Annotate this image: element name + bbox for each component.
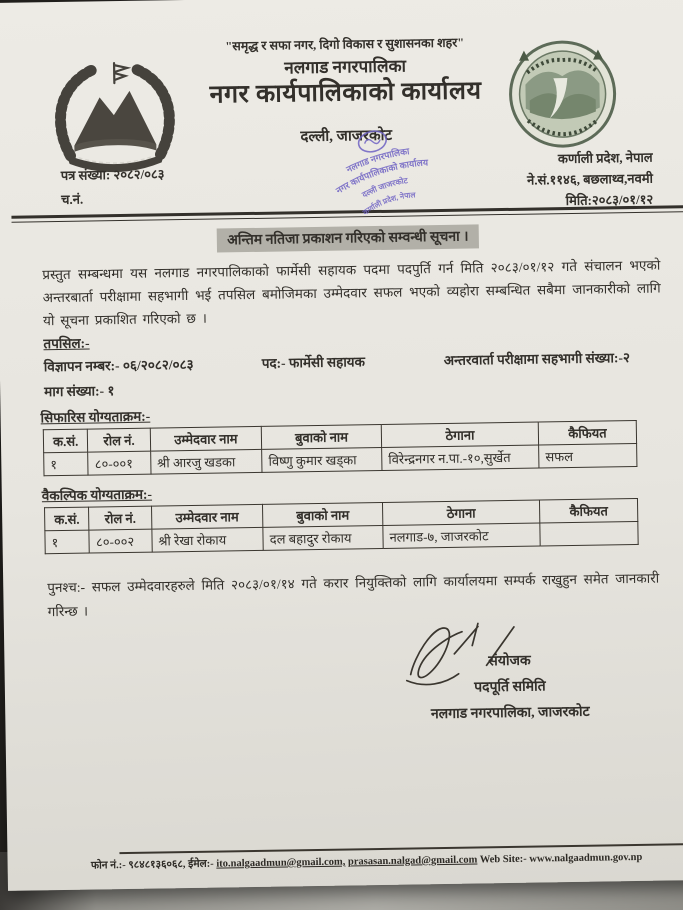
slogan-text: "समृद्ध र सफा नगर, दिगो विकास र सुशासनका शहर": [225, 35, 465, 54]
table-cell: विष्णु कुमार खड्का: [262, 447, 382, 472]
col-header: रोल नं.: [88, 428, 151, 452]
participant-count: अन्तरवार्ता परीक्षामा सहभागी संख्या:-२: [443, 349, 631, 368]
table-cell: १: [45, 530, 90, 554]
stamp-line-2: नगर कार्यपालिकाको कार्यालय: [334, 157, 429, 196]
col-header: ठेगाना: [381, 422, 538, 447]
footer-email-label: ईमेल:-: [188, 858, 214, 871]
footer-website: www.nalgaadmun.gov.np: [529, 851, 643, 865]
recommended-heading: सिफारिस योग्यताक्रम:-: [40, 408, 151, 425]
table-cell: [540, 521, 638, 546]
col-header: बुवाको नाम: [261, 424, 381, 449]
stamp-line-1: नलगाड नगरपालिका: [344, 146, 410, 175]
stamp-line-3: दल्ली जाजरकोट: [360, 176, 409, 200]
advertisement-line: [44, 347, 662, 375]
signature-area: [4, 614, 683, 760]
footer-email-secondary: prasasan.nalgad@gmail.com: [347, 854, 478, 868]
col-header: उम्मेदवार नाम: [151, 504, 263, 529]
nepal-sambat-line: ने.सं.११४६, बछलाथ्व,नवमी: [526, 170, 654, 188]
notice-body: प्रस्तुत सम्बन्धमा यस नलगाड नगरपालिकाको फार्मेसी सहायक पदमा पदपुर्ति गर्न मिति २०८३/०१/१२ गते संचालन भएको अन्तरबार्ता परीक्षामा सहभागी भई तपसिल बमोजिमका उम्मेदवार सफल भएको व्यहोरा सम्बन्धित सबैमा जानकारीको लागि यो सूचना प्रकाशित गरिएको छ ।: [42, 257, 661, 329]
table-cell: विरेन्द्रनगर न.पा.-१०,सुर्खेत: [382, 445, 539, 470]
municipality-name: नलगाड नगरपालिका: [284, 56, 407, 78]
office-name: नगर कार्यपालिकाको कार्यालय: [209, 77, 482, 109]
col-header: क.सं.: [43, 429, 88, 453]
date-line: मिति:२०८३/०१/१२: [565, 191, 654, 208]
signatory-organization: नलगाड नगरपालिका, जाजरकोट: [430, 704, 590, 723]
table-cell: सफल: [539, 443, 637, 468]
alternative-heading: वैकल्पिक योग्यताक्रम:-: [41, 486, 153, 503]
footer-phone: फोन नं.:- ९८४८१३६०६८,: [90, 859, 186, 872]
dispatch-number: च.नं.: [61, 191, 84, 208]
col-header: कैफियत: [540, 498, 638, 523]
col-header: रोल नं.: [89, 506, 152, 530]
letter-number: पत्र संख्या: २०८२/०८३: [60, 166, 165, 183]
notice-title: अन्तिम नतिजा प्रकाशन गरिएको सम्वन्धी सूचना ।: [217, 224, 479, 252]
tapasil-label: तपसिल:-: [43, 335, 90, 351]
notice-title-row: [0, 221, 683, 256]
letterhead: [0, 0, 683, 216]
advertisement-number: विज्ञापन नम्बर:- ०६/२०८२/०८३: [43, 356, 194, 374]
table-cell: १: [44, 452, 89, 476]
post-name: पद:- फार्मेसी सहायक: [261, 353, 366, 371]
table-cell: ८०-००१: [88, 451, 151, 475]
signatory-block: [374, 647, 645, 729]
alternative-table: [44, 498, 639, 554]
signatory-committee: पदपूर्ति समिति: [474, 679, 546, 696]
table-cell: श्री रेखा रोकाय: [152, 527, 264, 552]
signatory-role: संयोजक: [488, 653, 531, 670]
office-stamp-icon: [316, 124, 449, 222]
col-header: क.सं.: [45, 507, 90, 531]
reference-block: [61, 162, 165, 212]
col-header: कैफियत: [538, 420, 636, 445]
recommended-table: [43, 420, 638, 476]
office-place: दल्ली, जाजरकोट: [300, 127, 393, 146]
col-header: बुवाको नाम: [263, 502, 383, 527]
table-cell: ८०-००२: [89, 529, 152, 553]
table-cell: नलगाड-७, जाजरकोट: [383, 523, 540, 548]
table-cell: दल बहादुर रोकाय: [263, 525, 383, 550]
province-line: कर्णाली प्रदेश, नेपाल: [557, 149, 653, 167]
stamp-line-4: कर्णाली प्रदेश, नेपाल: [361, 190, 416, 217]
postscript-paragraph: पुनश्च:- सफल उम्मेदवारहरुले मिति २०८३/०१/१४ गते करार नियुक्तिको लागि कार्यालयमा सम्पर्क राखुहुन समेत जानकारी गरिन्छ ।: [47, 570, 660, 620]
footer-email-primary: ito.nalgaadmun@gmail.com,: [216, 856, 346, 870]
province-date-block: [527, 148, 654, 212]
col-header: ठेगाना: [382, 500, 539, 525]
table-cell: श्री आरजु खडका: [150, 449, 262, 474]
footer-website-label: Web Site:-: [479, 853, 527, 866]
col-header: उम्मेदवार नाम: [150, 426, 262, 451]
demand-count: माग संख्या:- १: [44, 382, 115, 399]
